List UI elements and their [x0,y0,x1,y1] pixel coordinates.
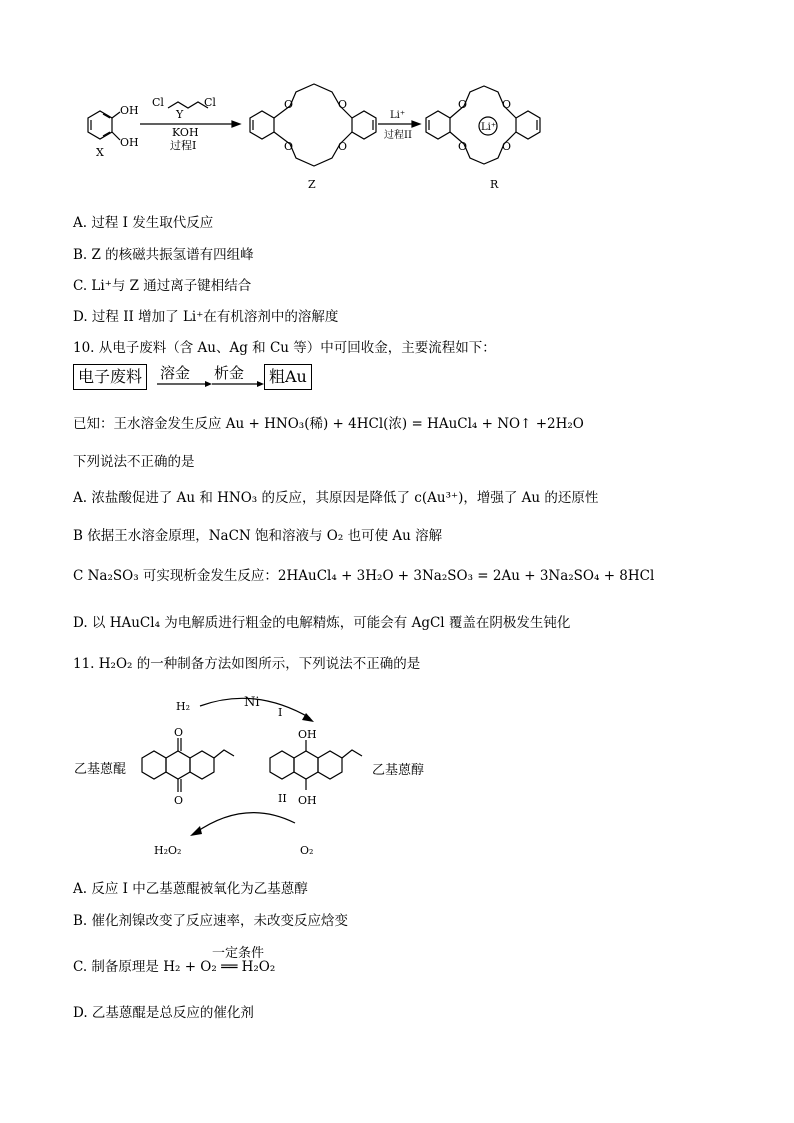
h2o2-label: H₂O₂ [154,844,182,857]
left-name: 乙基蒽醌 [74,762,127,777]
q10-ask: 下列说法不正确的是 [73,454,195,470]
left-o-bottom: O [174,794,184,807]
h2-label: H₂ [176,700,191,713]
x-label: X [96,146,104,159]
flow-step1: 溶金 [160,364,191,382]
q9-option-d: D. 过程 II 增加了 Li⁺在有机溶剂中的溶解度 [73,309,339,325]
q10-option-a: A. 浓盐酸促进了 Au 和 HNO₃ 的反应，其原因是降低了 c(Au³⁺)，增强了 Au 的还原性 [73,490,599,506]
r-o2: O [502,98,512,111]
r-o1: O [458,98,468,111]
step-ii-label: II [278,792,287,805]
q10-option-c: C Na₂SO₃ 可实现析金发生反应：2HAuCl₄ + 3H₂O + 3Na₂SO₃ = 2Au + 3Na₂SO₄ + 8HCl [73,568,655,584]
o2-label: O₂ [300,844,314,857]
x-oh-2: OH [120,136,139,149]
q11-option-c: C. 制备原理是 H₂ + O₂ ══ H₂O₂ [73,959,276,975]
li-center: Li⁺ [481,122,497,133]
q11-option-d: D. 乙基蒽醌是总反应的催化剂 [73,1005,254,1021]
right-oh-top: OH [298,728,317,741]
right-oh-bottom: OH [298,794,317,807]
q10-option-b: B 依据王水溶金原理，NaCN 饱和溶液与 O₂ 也可使 Au 溶解 [73,528,443,544]
z-o4: O [338,140,348,153]
cl-left: Cl [152,96,164,109]
q11-cycle-diagram [70,688,450,863]
q11-option-b: B. 催化剂镍改变了反应速率，未改变反应焓变 [73,913,349,929]
q10-option-d: D. 以 HAuCl₄ 为电解质进行粗金的电解精炼，可能会有 AgCl 覆盖在阴极发生钝化 [73,615,571,631]
r-label: R [490,178,499,191]
right-name: 乙基蒽醇 [372,763,425,778]
step-i-label: I [278,706,283,719]
step1: 过程I [170,139,197,152]
flow-start: 电子废料 [73,364,147,390]
r-o3: O [458,140,468,153]
q11-option-a: A. 反应 I 中乙基蒽醌被氧化为乙基蒽醇 [73,881,308,897]
cl-right: Cl [204,96,216,109]
flow-step2: 析金 [214,364,245,382]
q10-stem: 10. 从电子废料（含 Au、Ag 和 Cu 等）中可回收金，主要流程如下： [73,340,496,356]
flow-end: 粗Au [264,364,312,390]
y-label: Y [176,108,184,121]
left-o-top: O [174,726,184,739]
x-oh-1: OH [120,104,139,117]
ni-label: Ni [244,695,260,710]
q9-option-b: B. Z 的核磁共振氢谱有四组峰 [73,247,254,263]
li-reagent: Li⁺ [390,110,406,121]
step2: 过程II [384,130,412,141]
condition-label: 一定条件 [212,946,265,961]
koh: KOH [172,126,199,139]
q9-reaction-scheme [60,78,580,198]
q10-known: 已知：王水溶金发生反应 Au + HNO₃(稀) + 4HCl(浓) = HAuCl₄ + NO↑ +2H₂O [73,416,584,432]
z-o1: O [284,98,294,111]
z-o2: O [338,98,348,111]
z-label: Z [308,178,316,191]
q11-stem: 11. H₂O₂ 的一种制备方法如图所示，下列说法不正确的是 [73,656,421,672]
z-o3: O [284,140,294,153]
q10-flow [73,364,147,390]
q9-option-a: A. 过程 I 发生取代反应 [73,215,214,231]
r-o4: O [502,140,512,153]
q9-option-c: C. Li⁺与 Z 通过离子键相结合 [73,278,252,294]
